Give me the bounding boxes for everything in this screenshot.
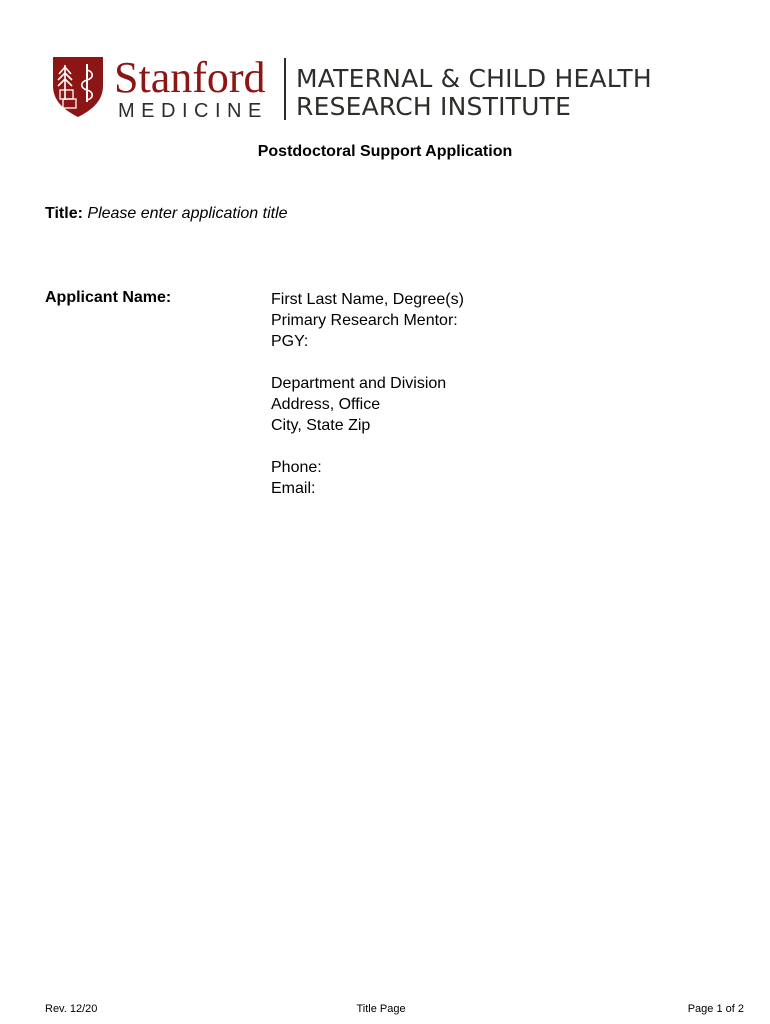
logo-brand-sub: MEDICINE — [118, 100, 268, 122]
stanford-shield-icon — [52, 56, 104, 118]
pgy-field[interactable]: PGY: — [271, 333, 309, 350]
logo-brand-name: Stanford — [114, 53, 266, 102]
mentor-field[interactable]: Primary Research Mentor: — [271, 312, 458, 329]
footer-revision: Rev. 12/20 — [45, 1003, 98, 1015]
logo-institute-line1: MATERNAL & CHILD HEALTH — [296, 64, 652, 93]
address-field[interactable]: Address, Office — [271, 396, 381, 413]
department-field[interactable]: Department and Division — [271, 375, 447, 392]
applicant-info-block — [271, 289, 464, 499]
email-field[interactable]: Email: — [271, 480, 316, 497]
phone-field[interactable]: Phone: — [271, 459, 322, 476]
footer-page-title: Title Page — [356, 1003, 406, 1015]
title-field[interactable]: Please enter application title — [87, 205, 288, 222]
title-label: Title: — [45, 205, 83, 222]
document-heading: Postdoctoral Support Application — [257, 143, 513, 160]
logo-divider — [284, 58, 286, 120]
applicant-name-label: Applicant Name: — [45, 289, 172, 306]
stanford-medicine-logo — [52, 53, 672, 122]
spacer — [271, 352, 464, 373]
city-field[interactable]: City, State Zip — [271, 417, 371, 434]
title-row — [45, 205, 288, 223]
applicant-name-field[interactable]: First Last Name, Degree(s) — [271, 291, 464, 308]
logo-institute-line2: RESEARCH INSTITUTE — [296, 92, 572, 121]
footer-page-number: Page 1 of 2 — [687, 1003, 744, 1015]
spacer — [271, 436, 464, 457]
